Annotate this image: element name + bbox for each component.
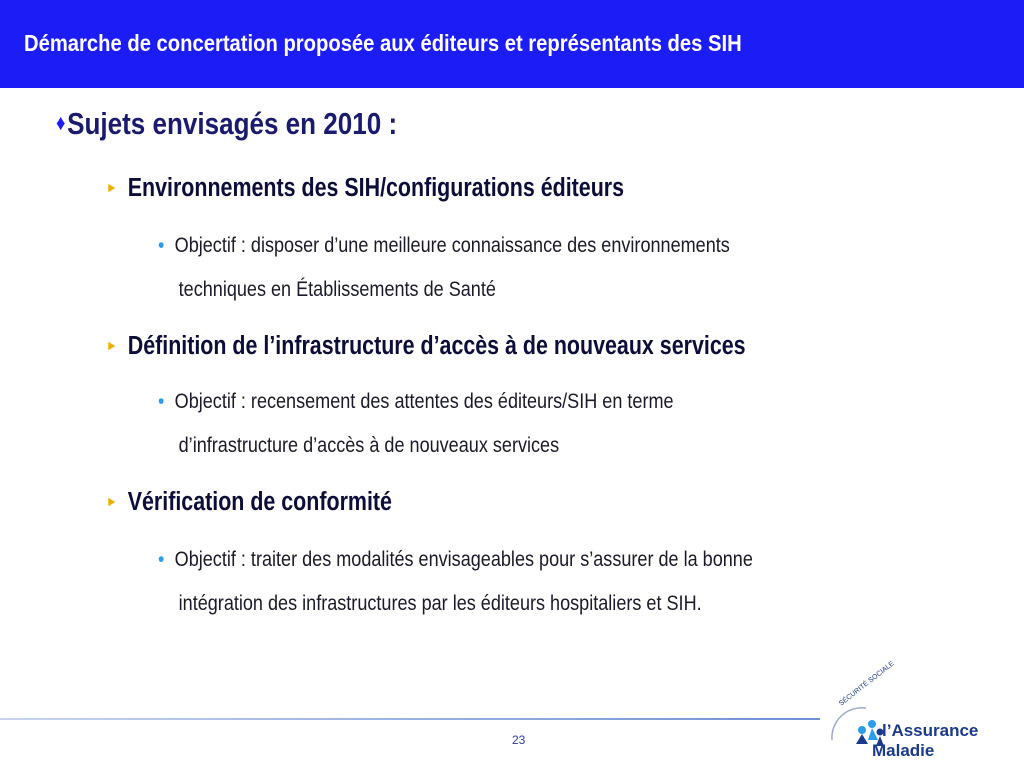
section-2-detail [158,380,932,468]
page-number: 23 [512,733,526,747]
section-1-detail [158,224,932,312]
footer-divider [0,718,820,720]
diamond-bullet-icon: ♦ [56,110,66,135]
arrow-bullet-icon: ► [106,337,118,353]
dot-bullet-icon: • [158,234,165,257]
logo-text-line2: Maladie [872,741,935,760]
section-1-detail-line2: techniques en Établissements de Santé [178,278,496,301]
dot-bullet-icon: • [158,390,165,413]
section-3-detail [158,538,932,626]
logo-arc-text: SÉCURITÉ SOCIALE [838,660,896,708]
slide-title: Démarche de concertation proposée aux éditeurs et représentants des SIH [24,30,742,56]
main-heading [56,106,397,142]
section-2-detail-line2: d’infrastructure d’accès à de nouveaux services [178,434,560,457]
title-bar [0,0,1024,88]
logo-text-line1: l’Assurance [882,721,979,740]
section-2-label: Définition de l’infrastructure d’accès à de nouveaux services [127,332,746,360]
section-1-heading [106,174,624,203]
section-1-detail-line1: Objectif : disposer d’une meilleure connaissance des environnements [174,234,730,257]
dot-bullet-icon: • [158,548,165,571]
section-3-label: Vérification de conformité [127,488,392,516]
section-3-detail-line2: intégration des infrastructures par les éditeurs hospitaliers et SIH. [178,592,702,615]
section-2-heading [106,332,746,361]
main-heading-text: Sujets envisagés en 2010 : [67,106,398,141]
arrow-bullet-icon: ► [106,493,118,509]
section-1-label: Environnements des SIH/configurations éditeurs [127,174,625,202]
section-3-detail-line1: Objectif : traiter des modalités envisageables pour s’assurer de la bonne [174,548,753,571]
section-3-heading [106,488,392,517]
arrow-bullet-icon: ► [106,179,118,195]
section-2-detail-line1: Objectif : recensement des attentes des éditeurs/SIH en terme [174,390,674,413]
